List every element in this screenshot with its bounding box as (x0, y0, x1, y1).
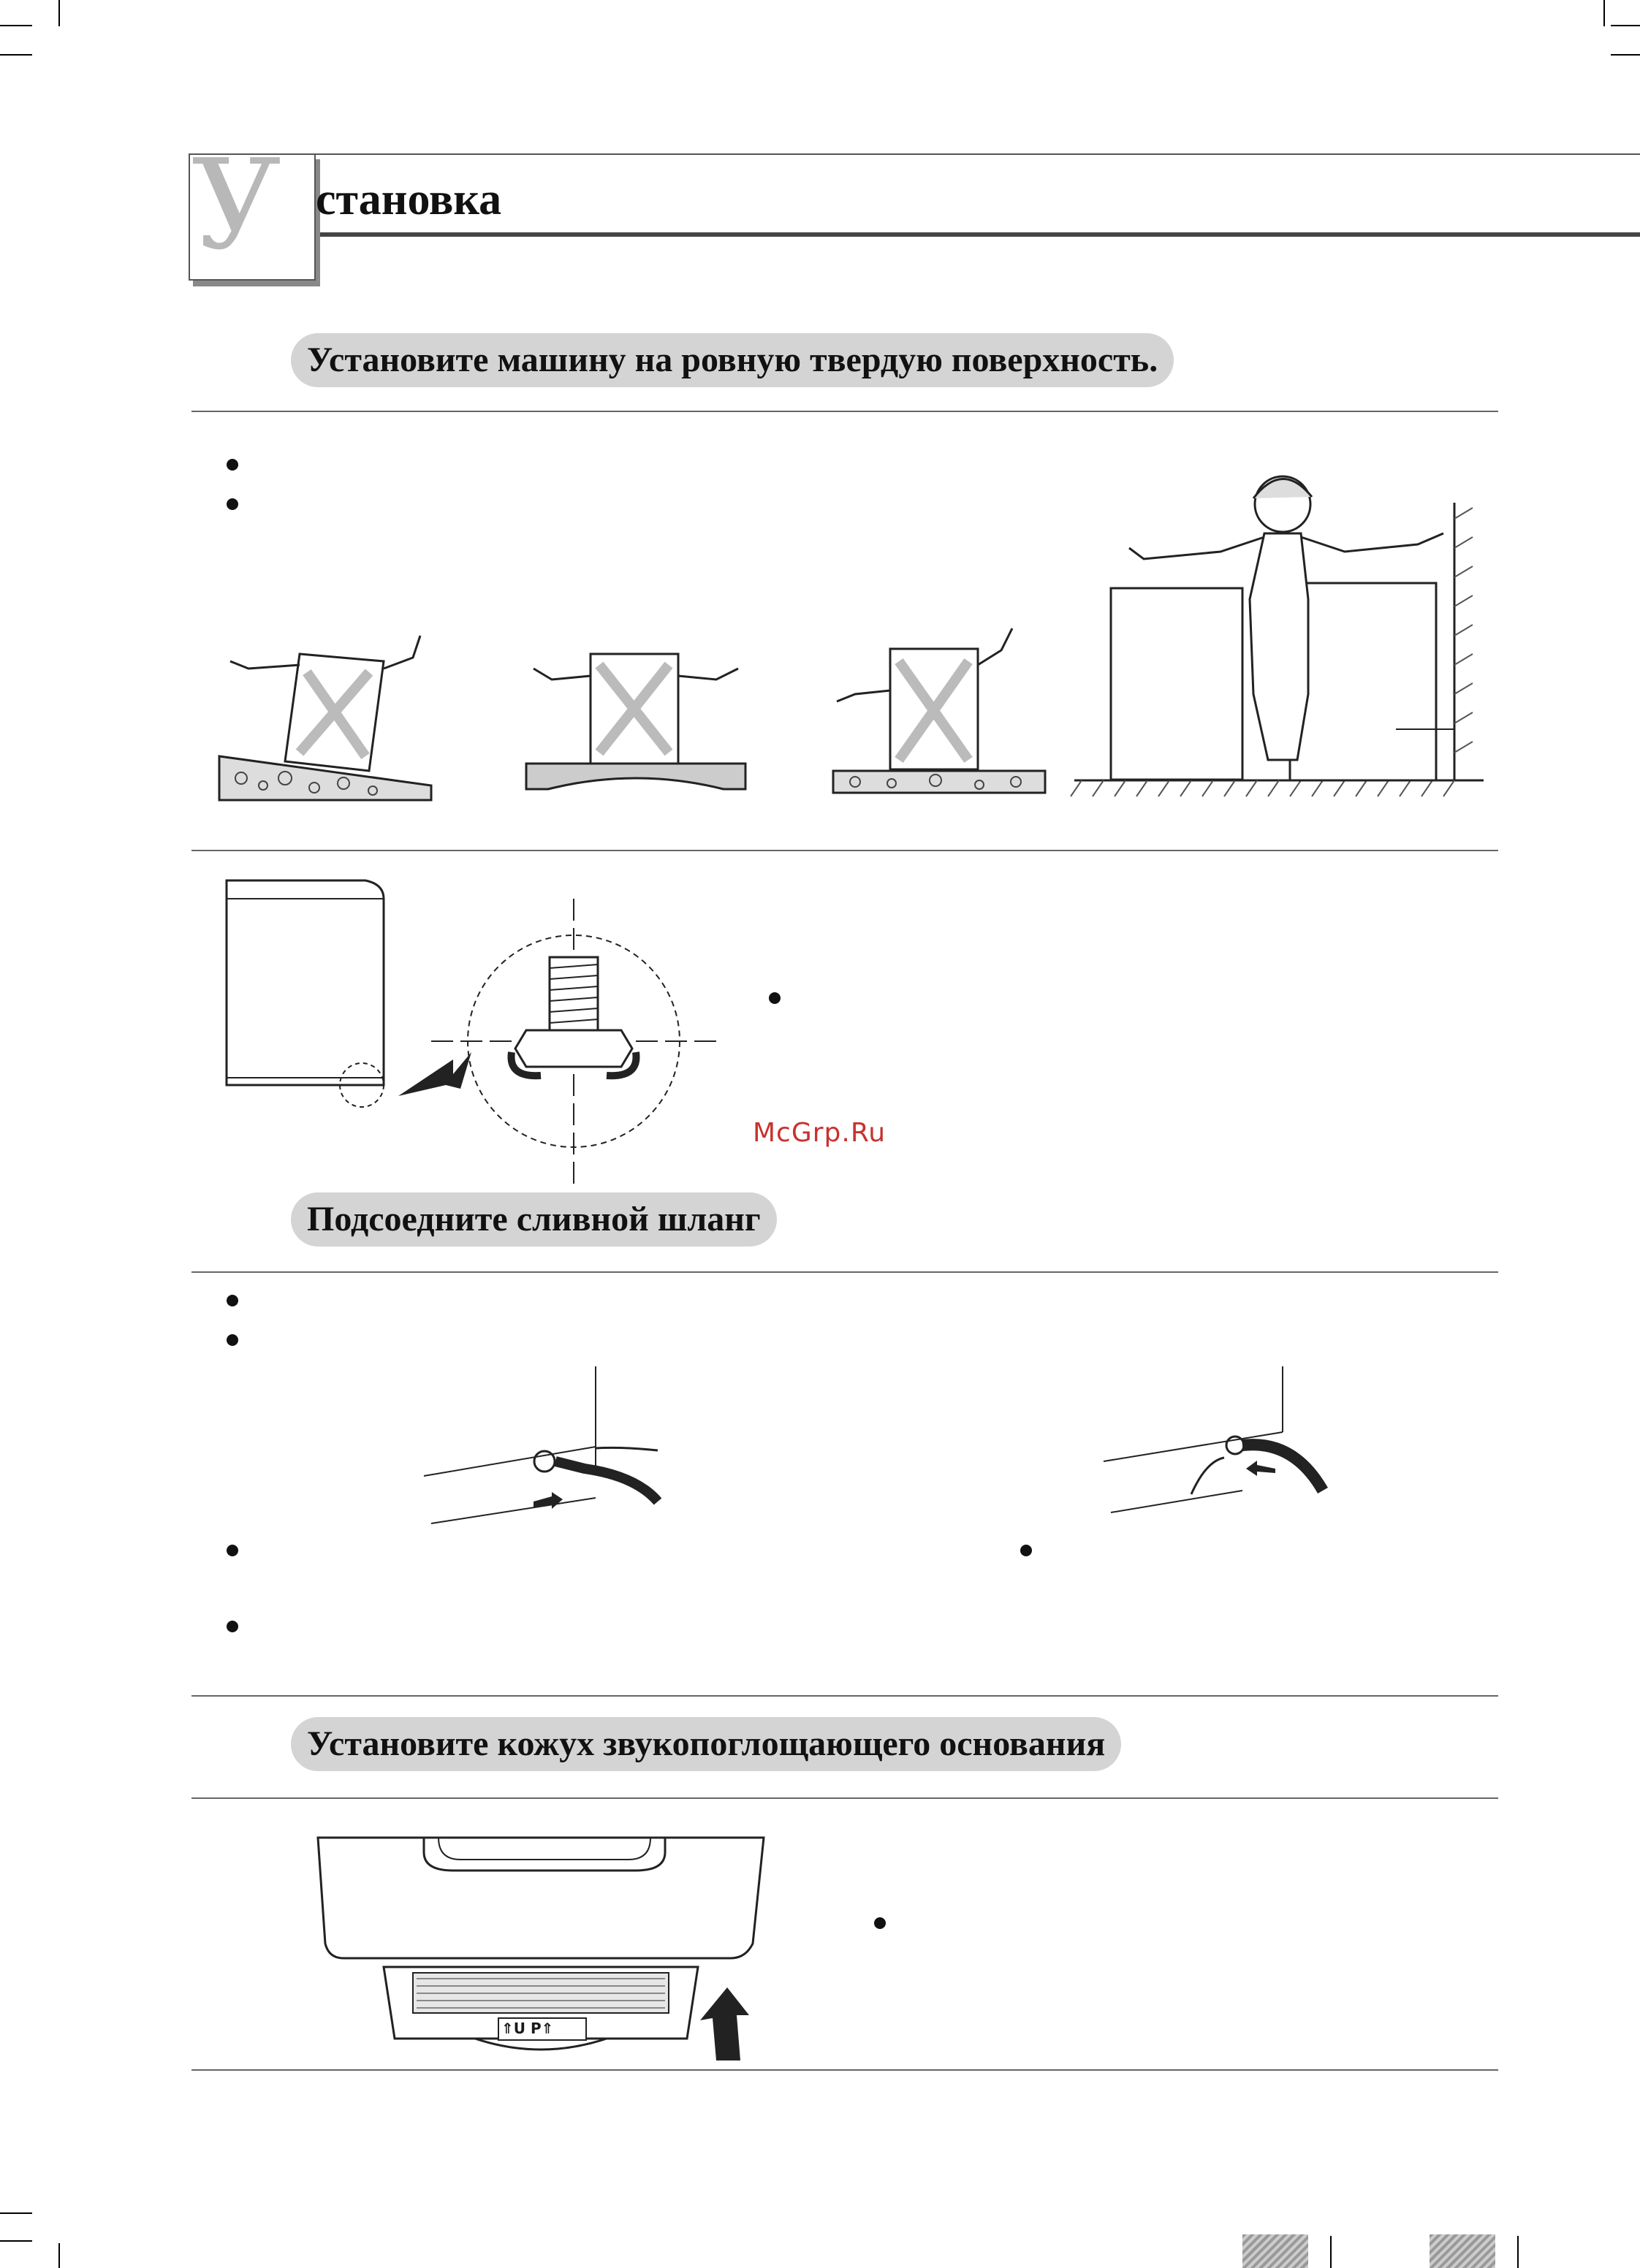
crop-mark (1611, 25, 1640, 26)
leveling-foot-illustration (219, 877, 731, 1184)
bullet (227, 1295, 238, 1306)
bullet (227, 1621, 238, 1632)
crop-mark (1603, 0, 1605, 26)
crop-mark (58, 2243, 60, 2268)
section-heading: Подсоедните сливной шланг (291, 1192, 777, 1247)
up-label: ⇑U P⇑ (501, 2020, 554, 2037)
drain-hose-secure-illustration (1096, 1366, 1359, 1527)
crop-mark (0, 2240, 32, 2242)
divider (191, 850, 1498, 851)
drain-hose-connect-illustration (417, 1366, 680, 1527)
watermark: McGrp.Ru (753, 1118, 887, 1148)
divider (191, 411, 1498, 412)
title-rule (313, 232, 1640, 237)
bullet (769, 992, 781, 1004)
registration-block (1242, 2234, 1308, 2268)
bullet (227, 1545, 238, 1556)
crop-mark (1330, 2236, 1332, 2268)
crop-mark (0, 2212, 32, 2214)
registration-block (1430, 2234, 1495, 2268)
crop-mark (1517, 2236, 1519, 2268)
machine-on-uneven-floor-illustration (512, 621, 760, 804)
machine-on-rough-floor-illustration (826, 621, 1052, 804)
crop-mark (0, 54, 32, 56)
divider (191, 1797, 1498, 1799)
divider (191, 2069, 1498, 2071)
title-rule (313, 153, 1640, 155)
crop-mark (1611, 54, 1640, 56)
bullet (1020, 1545, 1032, 1556)
crop-mark (58, 0, 60, 26)
section-heading: Установите кожух звукопоглощающего основания (291, 1717, 1121, 1771)
divider (191, 1271, 1498, 1273)
bullet (227, 498, 238, 510)
bullet (227, 459, 238, 471)
title-initial: У (191, 133, 281, 278)
machine-on-slope-illustration (219, 621, 439, 804)
bullet (227, 1334, 238, 1346)
clearance-illustration (1074, 453, 1498, 804)
crop-mark (0, 25, 32, 26)
page-title: становка (316, 175, 502, 224)
divider (191, 1695, 1498, 1697)
section-heading: Установите машину на ровную твердую поверхность. (291, 333, 1174, 387)
bullet (874, 1917, 886, 1929)
